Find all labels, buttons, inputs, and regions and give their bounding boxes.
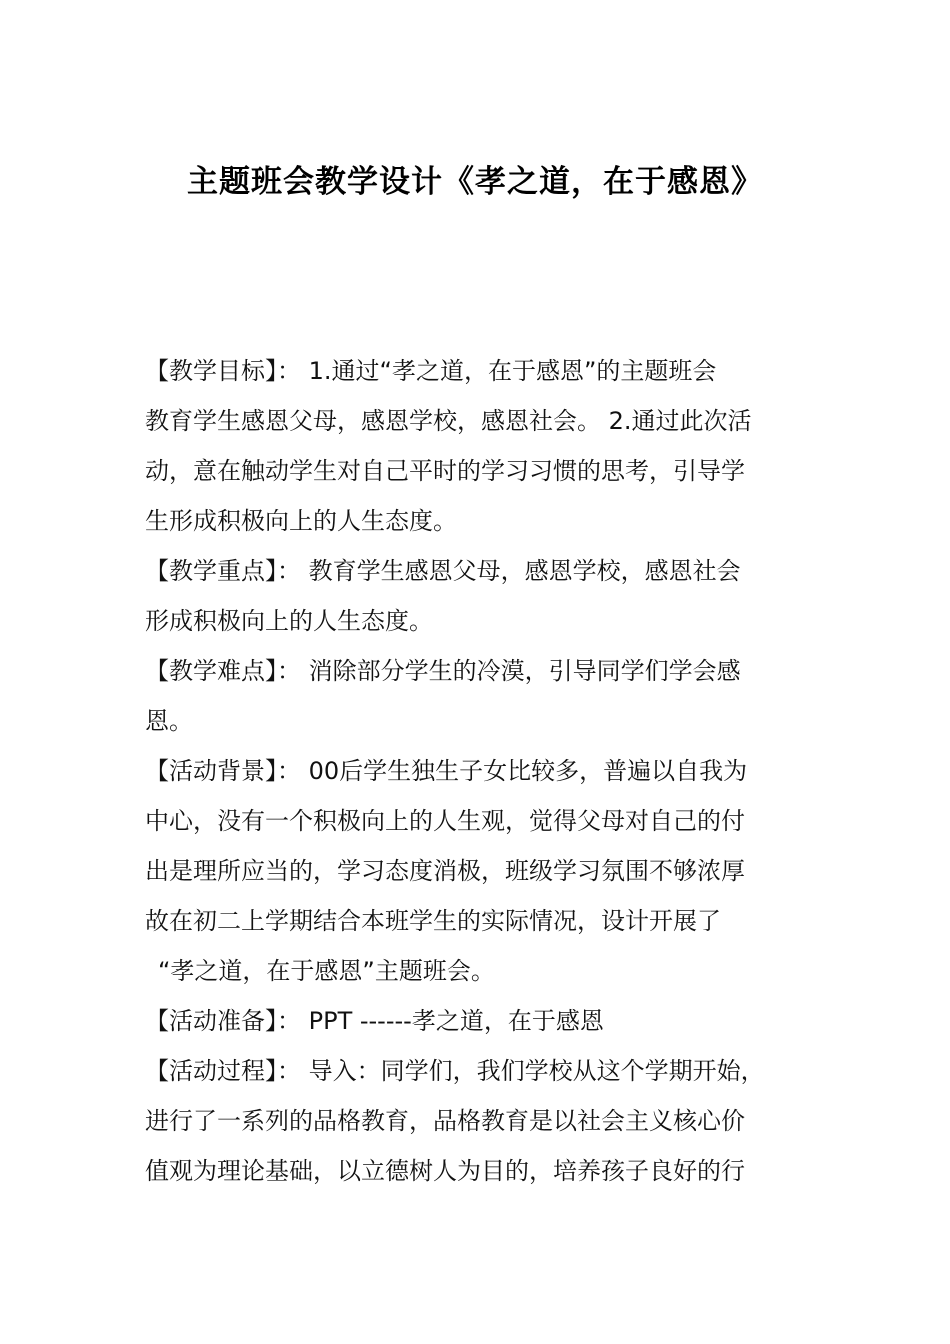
document-body (145, 346, 835, 1196)
body-line: 值观为理论基础，以立德树人为目的，培养孩子良好的行 (145, 1157, 745, 1185)
body-line: 【教学目标】： 1.通过“孝之道，在于感恩”的主题班会 (145, 357, 717, 385)
body-line: “孝之道，在于感恩”主题班会。 (158, 957, 495, 985)
body-line: 【活动背景】： 00后学生独生子女比较多，普遍以自我为 (145, 757, 748, 785)
body-line: 【活动准备】： PPT ------孝之道，在于感恩 (145, 1007, 604, 1035)
body-line: 故在初二上学期结合本班学生的实际情况，设计开展了 (145, 907, 721, 935)
body-line: 出是理所应当的，学习态度消极，班级学习氛围不够浓厚 (145, 857, 745, 885)
body-line: 教育学生感恩父母，感恩学校，感恩社会。 2.通过此次活 (145, 407, 752, 435)
body-line: 【教学重点】： 教育学生感恩父母，感恩学校，感恩社会 (145, 557, 741, 585)
body-line: 进行了一系列的品格教育，品格教育是以社会主义核心价 (145, 1107, 745, 1135)
body-line: 恩。 (145, 707, 193, 735)
body-line: 中心，没有一个积极向上的人生观，觉得父母对自己的付 (145, 807, 745, 835)
body-line: 【活动过程】： 导入：同学们，我们学校从这个学期开始， (145, 1057, 765, 1085)
body-line: 【教学难点】： 消除部分学生的冷漠，引导同学们学会感 (145, 657, 741, 685)
body-line: 动，意在触动学生对自己平时的学习习惯的思考，引导学 (145, 457, 745, 485)
body-line: 生形成积极向上的人生态度。 (145, 507, 457, 535)
document-title: 主题班会教学设计《孝之道，在于感恩》 (187, 164, 763, 200)
body-line: 形成积极向上的人生态度。 (145, 607, 433, 635)
